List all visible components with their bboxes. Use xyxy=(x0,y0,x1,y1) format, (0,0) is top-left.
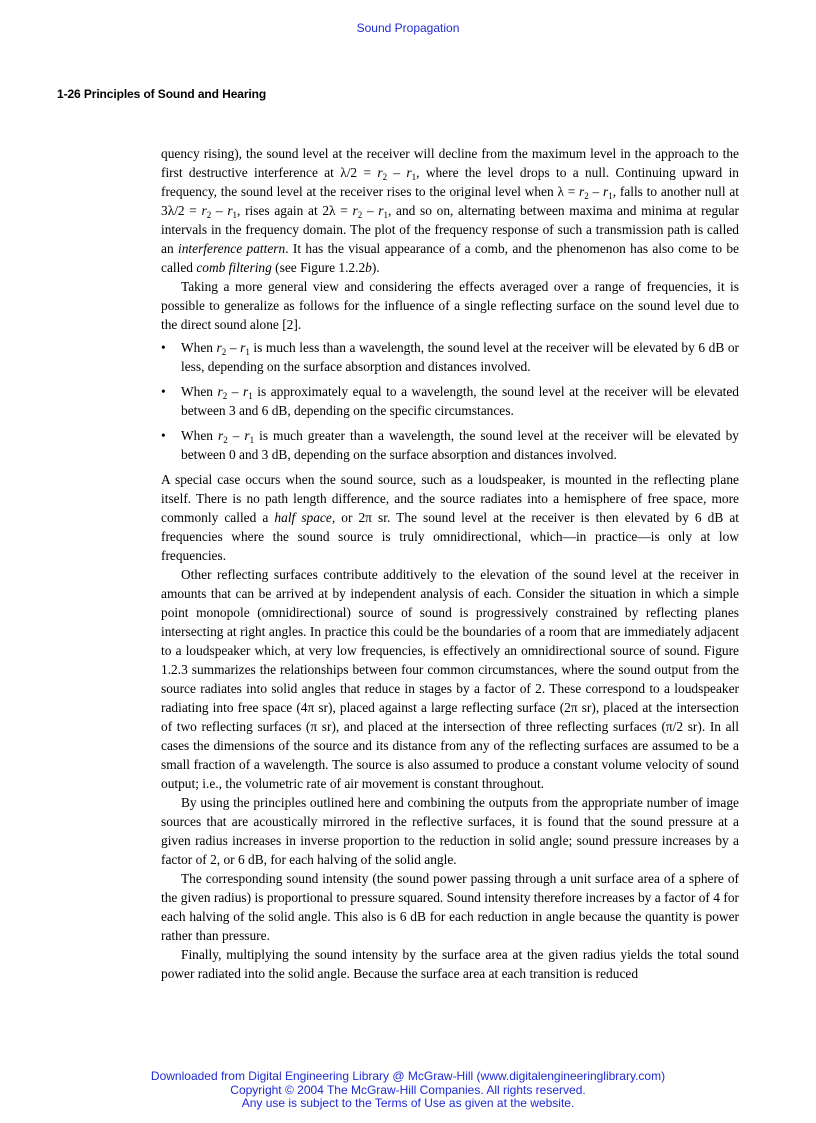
bullet-marker: • xyxy=(161,428,166,443)
chapter-title-link[interactable]: Sound Propagation xyxy=(356,21,460,35)
bullet-item: • When $r_2 - r_1$ is approximately equal to a wavelength, the sound level at the receiver will be elevated between 3 and 6 dB, depending on the specific circumstances. xyxy=(161,384,740,418)
bullet-marker: • xyxy=(161,384,166,399)
paragraph-5: By using the principles outlined here and combining the outputs from the appropriate number of image sources that are acoustically mirrored in the reflective surfaces, it is found that the sound pressure at a given radius increases in inverse proportion to the reduction in solid angle; sound pressure increases by a factor of 2, or 6 dB, for each halving of the solid angle. xyxy=(161,795,739,867)
bullet-list xyxy=(161,338,739,464)
paragraph-3: A special case occurs when the sound source, such as a loudspeaker, is mounted in the reflecting plane itself. There is no path length difference, and the source radiates into a hemisphere of free space, more commonly called a half space, or 2π sr. The sound level at the receiver is then elevated by 6 dB at frequencies where the sound source is truly omnidirectional, which—in practice—is only at low frequencies. xyxy=(161,472,739,563)
paragraph-7: Finally, multiplying the sound intensity by the surface area at the given radius yields the total sound power radiated into the solid angle. Because the surface area at each transition is reduced xyxy=(161,947,739,981)
footer-terms-link[interactable]: Any use is subject to the Terms of Use as given at the website. xyxy=(241,1096,575,1110)
paragraph-1: quency rising), the sound level at the receiver will decline from the maximum level in the approach to the first destructive interference at $\lambda/2 = r_2 - r_1$, where the level drops to a null. Continuing upward in frequency, the sound level at the receiver rises to the original level when $\lambda = r_2 - r_1$, falls to another null at $3\lambda/2 = r_2 - r_1$, rises again at $2\lambda = r_2 - r_1$, and so on, alternating between maxima and minima at regular intervals in the frequency domain. The plot of the frequency response of such a transmission path is called an interference pattern. It has the visual appearance of a comb, and the phenomenon has also come to be called comb filtering (see Figure 1.2.2b). xyxy=(161,146,740,275)
bullet-item: • When $r_2 - r_1$ is much greater than a wavelength, the sound level at the receiver will be elevated by between 0 and 3 dB, depending on the surface absorption and distances involved. xyxy=(161,428,740,462)
bullet-item: • When $r_2 - r_1$ is much less than a wavelength, the sound level at the receiver will be elevated by 6 dB or less, depending on the surface absorption and distances involved. xyxy=(161,340,739,374)
bullet-marker: • xyxy=(161,340,166,355)
top-chapter-link[interactable] xyxy=(0,21,816,35)
footer xyxy=(0,1070,816,1111)
body-text xyxy=(161,144,739,983)
paragraph-6: The corresponding sound intensity (the sound power passing through a unit surface area of a sphere of the given radius) is proportional to pressure squared. Sound intensity therefore increases by a factor of 4 for each halving of the solid angle. This also is 6 dB for each reduction in angle because the quantity is power rather than pressure. xyxy=(161,871,739,943)
running-head: 1-26 Principles of Sound and Hearing xyxy=(57,87,267,101)
footer-download-link[interactable]: Downloaded from Digital Engineering Library @ McGraw-Hill (www.digitalengineeringlibrary.com) xyxy=(150,1069,666,1083)
footer-copyright: Copyright © 2004 The McGraw-Hill Companies. All rights reserved. xyxy=(230,1082,586,1097)
paragraph-2: Taking a more general view and considering the effects averaged over a range of frequencies, it is possible to generalize as follows for the influence of a single reflecting surface on the sound level due to the direct sound alone [2]. xyxy=(161,279,739,332)
paragraph-4: Other reflecting surfaces contribute additively to the elevation of the sound level at the receiver in amounts that can be arrived at by independent analysis of each. Consider the situation in which a simple point monopole (omnidirectional) source of sound is progressively constrained by reflecting planes intersecting at right angles. In practice this could be the boundaries of a room that are immediately adjacent to a loudspeaker which, at very low frequencies, is effectively an omnidirectional source of sound. Figure 1.2.3 summarizes the relationships between four common circumstances, where the sound output from the source radiates into solid angles that reduce in stages by a factor of 2. These correspond to a loudspeaker radiating into free space (4π sr), placed against a large reflecting surface (2π sr), placed at the intersection of two reflecting surfaces (π sr), and placed at the intersection of three reflecting surfaces (π/2 sr). In all cases the dimensions of the source and its distance from any of the reflecting surfaces are assumed to be a small fraction of a wavelength. The source is also assumed to produce a constant volume velocity of sound output; i.e., the volumetric rate of air movement is constant throughout. xyxy=(161,567,739,791)
